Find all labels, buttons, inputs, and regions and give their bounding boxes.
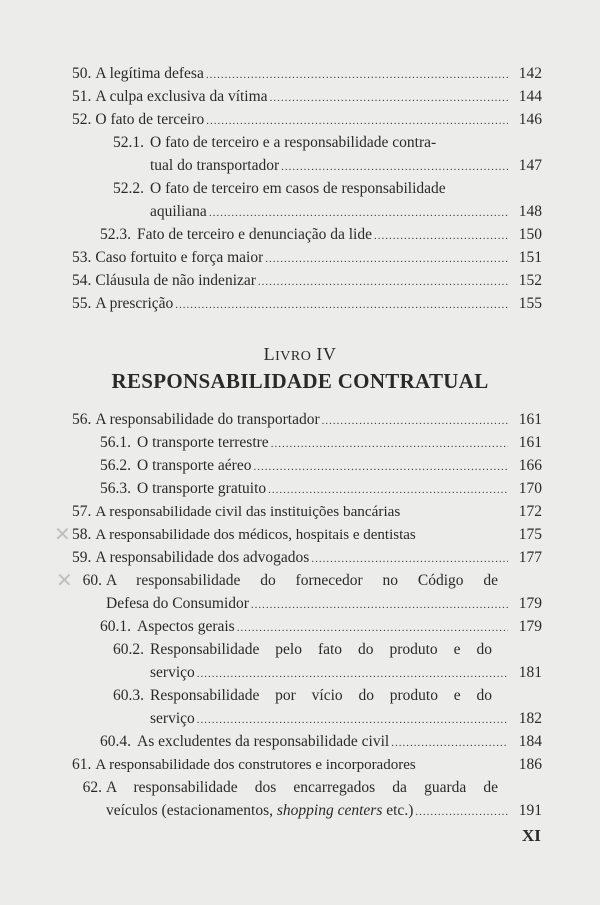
dot-leader: [253, 455, 508, 478]
entry-page: 151: [518, 249, 542, 266]
entry-title-continued: serviço: [150, 710, 195, 727]
entry-title-continued: serviço: [150, 664, 195, 681]
entry-title: O fato de terceiro: [95, 111, 205, 128]
entry-page: 177: [518, 549, 542, 566]
dot-leader: [197, 662, 508, 685]
dot-leader: [258, 270, 508, 293]
book-label-initial: L: [263, 344, 276, 364]
entry-page: 186: [518, 756, 542, 773]
entry-page: 170: [518, 480, 542, 497]
entry-title: O transporte terrestre: [137, 434, 269, 451]
entry-page: 175: [518, 526, 542, 543]
toc-entry-56-2: [100, 455, 542, 476]
entry-page: 150: [518, 226, 542, 243]
toc-entry-60: [72, 570, 542, 591]
dot-leader: [415, 800, 508, 823]
entry-title: Responsabilidade por vício do produto e do: [150, 687, 492, 704]
entry-page: 181: [518, 664, 542, 681]
entry-title: Fato de terceiro e denunciação da lide: [137, 226, 372, 243]
entry-title: A responsabilidade do fornecedor no Código de: [106, 572, 498, 589]
dot-leader: [281, 155, 508, 178]
entry-page: 184: [518, 733, 542, 750]
entry-title-text-tail: etc.): [382, 802, 414, 819]
toc-entry-51: [72, 86, 542, 107]
entry-title: A culpa exclusiva da vítima: [95, 88, 268, 105]
toc-entry-62-cont: [106, 800, 542, 821]
entry-title-italic: shopping centers: [276, 802, 383, 819]
entry-number: 58.: [72, 526, 92, 543]
dot-leader: [175, 293, 508, 316]
entry-number: 60.3.: [113, 687, 144, 704]
entry-page: 146: [518, 111, 542, 128]
toc-entry-52-1: [100, 132, 542, 153]
entry-page: 142: [518, 65, 542, 82]
entry-page: 191: [518, 802, 542, 819]
entry-page: 166: [518, 457, 542, 474]
entry-number: 60.4.: [100, 733, 131, 750]
toc-entry-59: [72, 547, 542, 568]
margin-mark-icon: ✕: [56, 570, 73, 592]
toc-entry-56: [72, 409, 542, 430]
toc-entry-57: [72, 501, 542, 522]
entry-title: O transporte aéreo: [137, 457, 252, 474]
entry-title: A responsabilidade dos médicos, hospitais e dentistas: [95, 527, 416, 543]
toc-entry-60-1: [100, 616, 542, 637]
entry-number: 56.3.: [100, 480, 131, 497]
entry-page: 152: [518, 272, 542, 289]
dot-leader: [251, 593, 508, 616]
entry-number: 61.: [72, 756, 92, 773]
dot-leader: [206, 63, 508, 86]
entry-number: 57.: [72, 503, 92, 520]
toc-entry-53: [72, 247, 542, 268]
toc-entry-52: [72, 109, 542, 130]
dot-leader: [311, 547, 508, 570]
entry-title: Responsabilidade pelo fato do produto e do: [150, 641, 492, 658]
entry-number: 52.: [72, 111, 92, 128]
entry-page: 182: [518, 710, 542, 727]
entry-number: 51.: [72, 88, 92, 105]
entry-title-continued: [106, 800, 413, 821]
dot-leader: [237, 616, 508, 639]
entry-number: 59.: [72, 549, 92, 566]
entry-title: As excludentes da responsabilidade civil: [137, 733, 390, 750]
entry-title: A responsabilidade do transportador: [95, 411, 320, 428]
entry-page: 172: [518, 503, 542, 520]
entry-title: A responsabilidade dos construtores e incorporadores: [95, 757, 416, 773]
entry-number: 54.: [72, 272, 92, 289]
page-number: XI: [522, 826, 541, 845]
entry-title: A prescrição: [95, 295, 174, 312]
entry-title: Aspectos gerais: [137, 618, 235, 635]
entry-title-text: veículos (estacionamentos,: [106, 802, 277, 819]
dot-leader: [197, 708, 508, 731]
entry-number: 52.2.: [113, 180, 144, 197]
entry-page: 155: [518, 295, 542, 312]
entry-page: 144: [518, 88, 542, 105]
entry-page: 179: [518, 618, 542, 635]
toc-entry-60-2: [100, 639, 542, 660]
entry-page: 147: [518, 157, 542, 174]
entry-page: 161: [518, 434, 542, 451]
toc-entry-52-2: [100, 178, 542, 199]
entry-title: O fato de terceiro em casos de responsabilidade: [150, 180, 446, 197]
toc-entry-60-2-cont: [150, 662, 542, 683]
toc-entry-60-4: [100, 731, 542, 752]
toc-entry-56-3: [100, 478, 542, 499]
entry-title: A responsabilidade civil das instituições bancárias: [95, 503, 401, 520]
entry-number: 60.2.: [113, 641, 144, 658]
entry-number: 50.: [72, 65, 92, 82]
toc-entry-56-1: [100, 432, 542, 453]
toc-entry-61: [72, 754, 542, 775]
entry-number: 56.: [72, 411, 92, 428]
entry-page: 161: [518, 411, 542, 428]
toc-entry-58: [72, 524, 542, 545]
book-label-smallcaps: IVRO: [275, 349, 312, 364]
entry-number: 60.1.: [100, 618, 131, 635]
toc-entry-52-3: [100, 224, 542, 245]
toc-entry-60-3-cont: [150, 708, 542, 729]
dot-leader: [206, 109, 508, 132]
toc-entry-52-2-cont: [150, 201, 542, 222]
entry-number: 55.: [72, 295, 92, 312]
toc-entry-54: [72, 270, 542, 291]
book-title: RESPONSABILIDADE CONTRATUAL: [111, 369, 489, 393]
dot-leader: [268, 478, 508, 501]
entry-title: A responsabilidade dos encarregados da guarda de: [106, 779, 498, 796]
entry-title: A legítima defesa: [95, 65, 204, 82]
entry-title: Cláusula de não indenizar: [95, 272, 256, 289]
toc-entry-50: [72, 63, 542, 84]
entry-title-continued: tual do transportador: [150, 157, 280, 174]
entry-title: Caso fortuito e força maior: [95, 249, 264, 266]
toc-entry-62: [72, 777, 542, 798]
dot-leader: [391, 731, 508, 754]
entry-number: 56.1.: [100, 434, 131, 451]
book-number: IV: [316, 344, 337, 364]
entry-number: 56.2.: [100, 457, 131, 474]
dot-leader: [209, 201, 508, 224]
book-label: [0, 344, 600, 365]
entry-number: 52.3.: [100, 226, 131, 243]
entry-number: 62.: [82, 779, 102, 796]
entry-number: 52.1.: [113, 134, 144, 151]
toc-entry-52-1-cont: [150, 155, 542, 176]
dot-leader: [265, 247, 508, 270]
dot-leader: [271, 432, 508, 455]
entry-number: 53.: [72, 249, 92, 266]
entry-page: 179: [518, 595, 542, 612]
dot-leader: [270, 86, 508, 109]
entry-title-continued: Defesa do Consumidor: [106, 595, 249, 612]
entry-title: O transporte gratuito: [137, 480, 267, 497]
entry-title: A responsabilidade dos advogados: [95, 549, 310, 566]
dot-leader: [374, 224, 508, 247]
entry-number: 60.: [82, 572, 102, 589]
toc-entry-60-3: [100, 685, 542, 706]
margin-mark-icon: ✕: [54, 524, 71, 546]
entry-page: 148: [518, 203, 542, 220]
dot-leader: [322, 409, 508, 432]
toc-entry-60-cont: [106, 593, 542, 614]
toc-entry-55: [72, 293, 542, 314]
entry-title-continued: aquiliana: [150, 203, 207, 220]
entry-title: O fato de terceiro e a responsabilidade contra-: [150, 134, 437, 151]
